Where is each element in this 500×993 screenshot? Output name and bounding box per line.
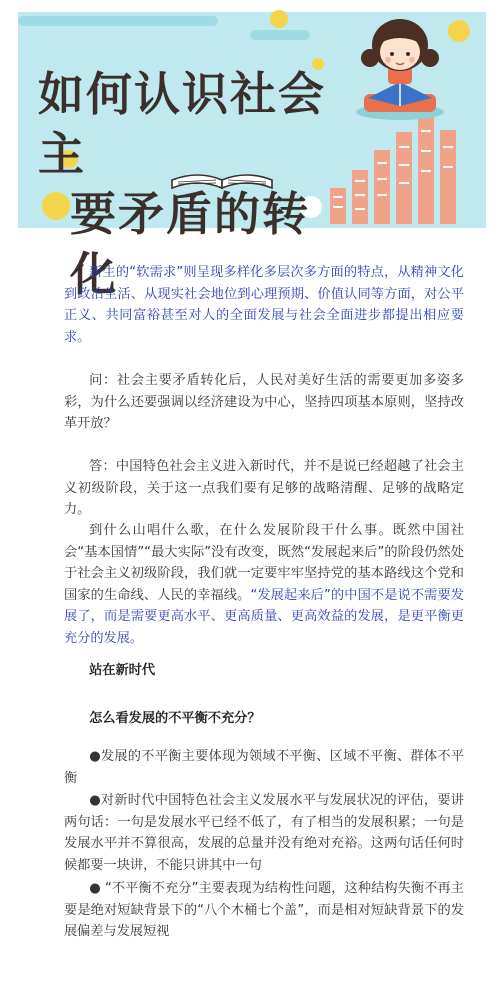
open-book-icon <box>172 175 272 188</box>
banner <box>0 0 500 301</box>
bullet-development-assessment: ●对新时代中国特色社会主义发展水平与发展状况的评估，要讲两句话：一句是发展水平已经不低了，有了相当的发展积累；一句是发展水平并不算很高，发展的总量并没有绝对充裕。这两句话任何时候都要一块讲，不能只讲其中一句 <box>64 793 464 873</box>
girl-icon <box>356 19 444 120</box>
heading-imbalance-question: 怎么看发展的不平衡不充分？ <box>89 711 261 726</box>
paragraph-soft-needs: 新生的“软需求”则呈现多样化多层次多方面的特点，从精神文化到政治生活、从现实社会地位到心理预期、价值认同等方面，对公平正义、共同富裕甚至对人的全面发展与社会全面进步都提出相应要求。 <box>64 265 464 345</box>
girl-reading-on-books-illustration <box>0 0 500 232</box>
banner-title-line1: 如何认识社会主 <box>38 67 326 181</box>
paragraph-question: 问：社会主要矛盾转化后，人民对美好生活的需要更加多姿多彩，为什么还要强调以经济建设为中心，坚持四项基本原则，坚持改革开放？ <box>64 373 464 431</box>
paragraph-development-stage-highlight: “发展起来后”的中国不是说不需要发展了，而是需要更高水平、更高质量、更高效益的发展，是更平衡更充分的发展。 <box>64 587 465 646</box>
paragraph-development-stage <box>64 520 464 649</box>
paragraph-answer: 答：中国特色社会主义进入新时代，并不是说已经超越了社会主义初级阶段，关于这一点我们要有足够的战略清醒、足够的战略定力。 <box>64 459 464 517</box>
paragraph-development-stage-text: 到什么山唱什么歌，在什么发展阶段干什么事。既然中国社会“基本国情”“最大实际”没有改变，既然“发展起来后”的阶段仍然处于社会主义初级阶段，我们就一定要牢牢坚持党的基本路线这个党和国家的生命线、人民的幸福线。 <box>64 523 464 603</box>
book-stack-icon <box>330 116 456 224</box>
heading-new-era: 站在新时代 <box>89 663 156 678</box>
bullet-structural-problem: ● “不平衡不充分”主要表现为结构性问题，这种结构失衡不再主要是绝对短缺背景下的“八个木桶七个盖”，而是相对短缺背景下的发展偏差与发展短视 <box>64 881 464 939</box>
banner-title-line2: 要矛盾的转化 <box>70 187 310 301</box>
bullet-imbalance-forms: ●发展的不平衡主要体现为领域不平衡、区域不平衡、群体不平衡 <box>64 749 464 786</box>
